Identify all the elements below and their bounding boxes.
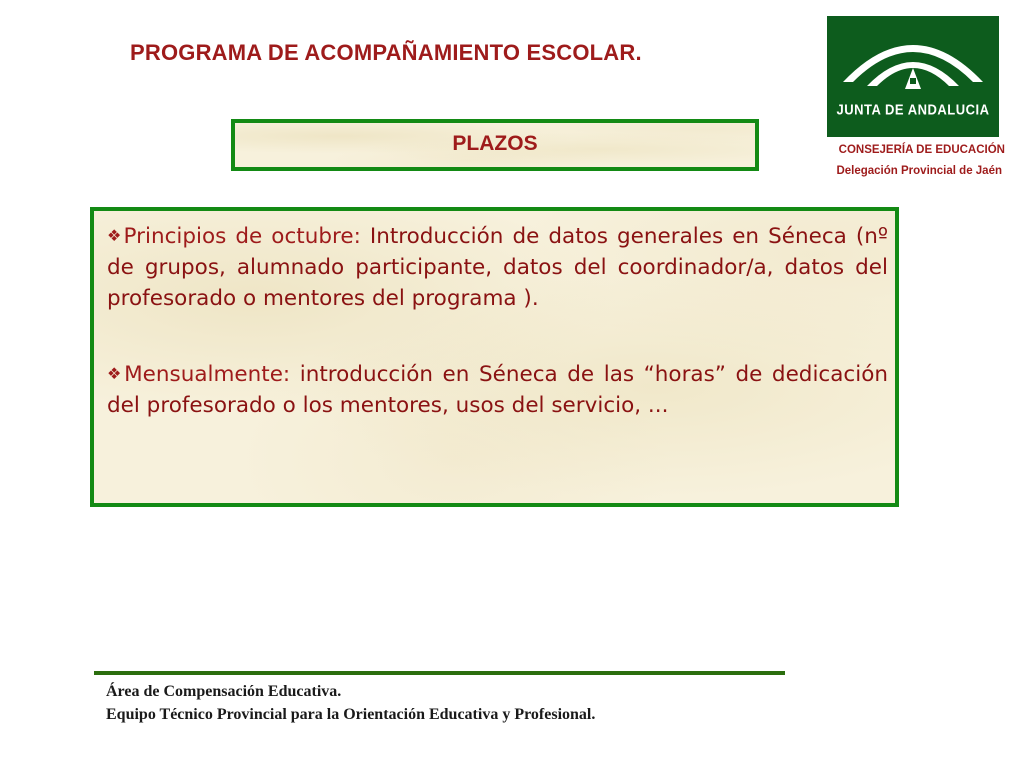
diamond-bullet-icon: ❖	[107, 364, 125, 383]
content-box	[90, 207, 899, 507]
bullet-item	[107, 358, 888, 421]
consejeria-label: CONSEJERÍA DE EDUCACIÓN	[838, 144, 1005, 156]
junta-andalucia-emblem-icon	[827, 16, 999, 137]
diamond-bullet-icon: ❖	[107, 226, 124, 245]
bullet-text: Introducción de datos generales en Séneca (nº de grupos, alumnado participante, datos del coordinador/a, datos del profesorado o mentores del programa ).	[107, 224, 889, 311]
footer-divider	[94, 671, 785, 675]
junta-andalucia-logo	[827, 16, 999, 137]
section-heading: PLAZOS	[452, 132, 538, 155]
bullet-text: introducción en Séneca de las “horas” de dedicación del profesorado o los mentores, usos del servicio, ...	[107, 362, 889, 418]
bullet-item	[107, 220, 888, 314]
section-heading-box	[231, 119, 759, 171]
bullet-lead: Principios de octubre:	[123, 224, 361, 249]
footer-area: Área de Compensación Educativa.	[106, 683, 342, 700]
bullet-lead: Mensualmente:	[124, 362, 291, 387]
footer-team: Equipo Técnico Provincial para la Orientación Educativa y Profesional.	[106, 706, 596, 723]
logo-text: JUNTA DE ANDALUCIA	[836, 100, 990, 119]
page-title: PROGRAMA DE ACOMPAÑAMIENTO ESCOLAR.	[130, 40, 642, 65]
delegacion-label: Delegación Provincial de Jaén	[836, 165, 1002, 177]
